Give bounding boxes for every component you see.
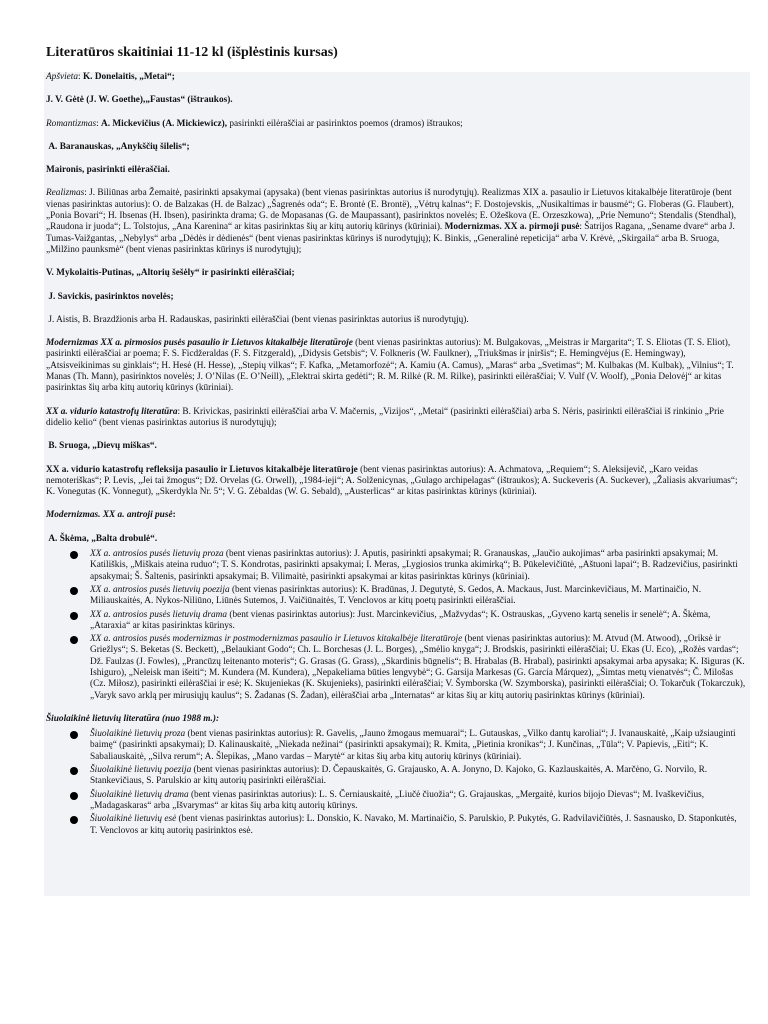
paragraph-text: J. Aistis, B. Brazdžionis arba H. Radauskas, pasirinkti eilėraščiai (bent vienas pasirinktas autorius iš nurodytųjų). [48,314,469,325]
work-title: J. Savickis, pasirinktos novelės; [48,291,174,302]
work-title: B. Sruoga, „Dievų miškas“. [48,441,157,452]
list-item [46,814,746,837]
list-item [46,610,746,633]
list-item [46,729,746,763]
paragraph-savickis [46,292,746,303]
paragraph-goethe [46,95,746,106]
item-label: Šiuolaikinė lietuvių esė [90,814,177,825]
paragraph-aistis [46,315,746,326]
bullet-list-siuolaikine [46,729,746,837]
item-label: XX a. antrosios pusės lietuvių proza [90,549,224,560]
work-title: A. Škėma, „Balta drobulė“. [48,533,158,544]
list-item [46,585,746,608]
item-label: Šiuolaikinė lietuvių proza [90,729,186,740]
paragraph-text: : B. Krivickas, pasirinkti eilėraščiai arba V. Mačernis, „Vizijos“, „Metai“ (pasirinkti eilėraščiai) arba S. Nėris, pasirinkti eilėraščiai iš rinkinio „Prie didelio kelio“ (bent vienas pasirinktas autorius iš nurodytųjų); [46,406,724,428]
paragraph-sruoga [46,441,746,452]
author-name: A. Mickevičius (A. Mickiewicz), [101,118,228,129]
list-item [46,790,746,813]
item-text: (bent vienas pasirinktas autorius): D. Čepauskaitės, G. Grajausko, A. A. Jonyno, D. Kajoko, G. Kazlauskaitės, A. Marčėno, G. Norvilo, R. Stankevičiaus, S. Parulskio ar kitų autorių pasirinkti eilėraščiai. [90,765,708,787]
period-label: XX a. vidurio katastrofų refleksija pasaulio ir Lietuvos kitakalbėje literatūroje [46,464,358,475]
paragraph-antroji-puse [46,510,746,521]
list-item [46,549,746,583]
work-title: J. V. Gėtė (J. W. Goethe),„Faustas“ (ištraukos). [46,95,233,106]
paragraph-refleksija [46,465,746,499]
page-title: Literatūros skaitiniai 11-12 kl (išplėstinis kursas) [46,45,338,60]
item-label: XX a. antrosios pusės lietuvių poezija [90,584,230,595]
paragraph-text: : Šatrijos Ragana, „Sename dvare“ arba J. Tumas-Vaižgantas, „Nebylys“ arba „Dėdės ir dėdienės“ (bent vienas pasirinktas kūrinys iš nurodytųjų); K. Binkis, „Generalinė repeticija“ arba V. Krėvė, „Skirgaila“ arba B. Sruoga, „Milžino paunksmė“ (bent vienas pasirinktas kūrinys iš nurodytųjų); [46,222,735,255]
paragraph-baranauskas [46,142,746,153]
item-text: (bent vienas pasirinktas autorius): Just. Marcinkevičius, „Mažvydas“; K. Ostrauskas, „Gyveno kartą senelis ir senelė“; A. Škėma, „Ataraxia“ ar kitas pasirinktas kūrinys. [90,609,711,631]
item-text: (bent vienas pasirinktas autorius): R. Gavelis, „Jauno žmogaus memuarai“; L. Gutauskas, „Vilko dantų karoliai“; J. Ivanauskaitė, „Kaip užsiauginti baimę“ (pasirinkti apsakymai); D. Kalinauskaitė, „Niekada nežinai“ (pasirinkti apsakymai); R. Kmita, „Pietinia kronikas“; J. Kunčinas, „Tūla“; V. Papievis, „Eiti“; K. Sabaliauskaitė, „Silva rerum“; A. Šlepikas, „Mano vardas – Marytė“ ar kitas šių arba kitų autorių kūrinys (kūriniai). [90,729,736,762]
period-label: Šiuolaikinė lietuvių literatūra (nuo 1988 m.): [46,713,220,724]
item-text: (bent vienas pasirinktas autorius): J. Aputis, pasirinkti apsakymai; R. Granauskas, „Jaučio aukojimas“ arba pasirinkti apsakymai; M. Katiliškis, „Miškais ateina ruduo“; T. S. Kondrotas, pasirinkti apsakymai; I. Meras, „Lygiosios trunka akimirką“; B. Pūkelevičiūtė, „Aštuoni lapai“; B. Radzevičius, pasirinkti apsakymai; Š. Šaltenis, pasirinkti apsakymai; B. Vilimaitė, pasirinkti apsakymai ar kitas pasirinktas kūrinys (kūriniai). [90,549,738,582]
period-label: Modernizmas. XX a. pirmoji pusė [444,222,580,233]
item-label: Šiuolaikinė lietuvių poezija [90,765,192,776]
period-label: Modernizmas XX a. pirmosios pusės pasaulio ir Lietuvos kitakalbėje literatūroje [46,338,353,349]
list-item [46,765,746,788]
work-title: A. Baranauskas, „Anykščių šilelis“; [48,141,190,152]
work-title: Maironis, pasirinkti eilėraščiai. [46,165,170,176]
paragraph-text: pasirinkti eilėraščiai ar pasirinktos poemos (dramos) ištraukos; [227,118,463,129]
item-label: Šiuolaikinė lietuvių drama [90,789,189,800]
paragraph-text: (bent vienas pasirinktas autorius): A. Achmatova, „Requiem“; S. Aleksijevič, „Karo veidas nemoteriškas“; P. Levis, „Jei tai žmogus“; Dž. Orvelas (G. Orwell), „1984-ieji“; A. Solženicynas, „Gulago archipelagas“ (ištraukos); A. Suckeveris (A. Suckever), „Žaliasis akvariumas“; K. Vonegutas (K. Vonnegut), „Skerdykla Nr. 5“; V. G. Zėbaldas (W. G. Sebald), „Austerlicas“ ar kitas pasirinktas kūrinys (kūriniai). [46,464,738,498]
paragraph-putinas [46,268,746,279]
paragraph-siuolaikine [46,714,746,725]
paragraph-text: : J. Biliūnas arba Žemaitė, pasirinkti apsakymai (apysaka) (bent vienas pasirinktas autorius iš nurodytųjų). Realizmas XIX a. pasaulio ir Lietuvos kitakalbėje literatūroje (bent vienas pasirinktas autorius): O. de Balzakas (H. de Balzac) „Šagrenės oda“; E. Brontė (E. Brontë), „Vėtrų kalnas“; F. Dostojevskis, „Nusikaltimas ir bausmė“; G. Floberas (G. Flaubert), „Ponia Bovari“; H. Ibsenas (H. Ibsen), pasirinkta drama; G. de Mopasanas (G. de Maupassant), pasirinktos novelės; E. Ožeškova (E. Orzeszkowa), „Prie Nemuno“; Stendalis (Stendhal), „Raudona ir juoda“; L. Tolstojus, „Ana Karenina“ ar kitas pasirinktas šių ar kitų autorių kūrinys (kūriniai). [46,188,737,233]
item-label: XX a. antrosios pusės lietuvių drama [90,609,228,620]
item-text: (bent vienas pasirinktas autorius): L. S. Černiauskaitė, „Liučė čiuožia“; G. Grajauskas, „Mergaitė, kurios bijojo Dievas“; M. Ivaškevičius, „Madagaskaras“ arba „Išvarymas“ ar kitas šių arba kitų autorių kūrinys. [90,789,705,811]
paragraph-katastrofu [46,407,746,430]
item-text: (bent vienas pasirinktas autorius): K. Bradūnas, J. Degutytė, S. Gedos, A. Mackaus, Just. Marcinkevičiaus, M. Martinaičio, N. Miliauskaitės, A. Nykos-Niliūno, Liūnės Sutemos, J. Vaičiūnaitės, T. Venclovos ar kitų poetų pasirinkti eilėraščiai. [90,584,702,607]
paragraph-maironis [46,165,746,176]
document-body [44,72,750,896]
period-label: Romantizmas [46,118,97,129]
paragraph-modernizmas-pasaulio [46,338,746,394]
work-title: K. Donelaitis, „Metai“; [82,72,175,82]
list-item [46,634,746,702]
paragraph-text: (bent vienas pasirinktas autorius): M. Bulgakovas, „Meistras ir Margarita“; T. S. Eliotas (T. S. Eliot), pasirinkti eilėraščiai ar poema; F. S. Ficdžeraldas (F. S. Fitzgerald), „Didysis Getsbis“; V. Folkneris (W. Faulkner), „Triukšmas ir įniršis“; E. Hemingvėjus (E. Hemingway), „Atsisveikinimas su ginklais“; H. Hesė (H. Hesse), „Stepių vilkas“; F. Kafka, „Metamorfozė“; A. Kamiu (A. Camus), „Maras“ arba „Svetimas“; M. Kulbakas (M. Kulbak), „Vilnius“; T. Manas (Th. Mann), pasirinktos novelės; J. O’Nilas (E. O’Neill), „Elektrai skirta gedėti“; R. M. Rilkė (R. M. Rilke), pasirinkti eilėraščiai; V. Vulf (V. Woolf), „Ponia Delovėj“ ar kitas pasirinktas šių arba kitų autorių kūrinys (kūriniai). [46,338,734,394]
item-text: (bent vienas pasirinktas autorius): L. Donskio, K. Navako, M. Martinaičio, S. Parulskio, P. Pukytės, G. Radvilavičiūtės, J. Sasnausko, D. Staponkutės, T. Venclovos ar kitų autorių pasirinktos esė. [90,814,737,836]
bullet-list-antroji-puse [46,549,746,702]
period-label: Apšvieta [46,72,79,82]
period-label: Modernizmas. XX a. antroji pusė [46,510,173,521]
paragraph-apsvieta: Apšvieta: K. Donelaitis, „Metai“; [46,72,175,82]
item-label: XX a. antrosios pusės modernizmas ir postmodernizmas pasaulio ir Lietuvos kitakalbėje literatūroje [90,634,463,645]
period-label: XX a. vidurio katastrofų literatūra [46,406,178,417]
item-text: (bent vienas pasirinktas autorius): M. Atvud (M. Atwood), „Oriksė ir Griežlys“; S. Beketas (S. Beckett), „Belaukiant Godo“; Ch. L. Borchesas (J. L. Borges), „Smėlio knyga“; J. Brodskis, pasirinkti eilėraščiai; U. Ekas (U. Eco), „Rožės vardas“; Dž. Faulzas (J. Fowles), „Prancūzų leitenanto moteris“; G. Grasas (G. Grass), „Skardinis būgnelis“; B. Hrabalas (B. Hrabal), pasirinkti apsakymai arba apysaka; K. Išiguras (K. Ishiguro), „Neleisk man išeiti“; M. Kundera (M. Kundera), „Nepakeliama būties lengvybė“; G. Garsija Markesas (G. García Márquez), „Šimtas metų vienatvės“; Č. Milošas (Cz. Miłosz), pasirinkti eilėraščiai ir esė; K. Skujeniekas (K. Skujenieks), pasirinkti eilėraščiai; V. Šymborska (W. Szymborska), pasirinkti eilėraščiai; O. Tokarčuk (Tokarczuk), „Varyk savo arklą per mirusiųjų kaulus“; S. Žadanas (S. Žadan), eilėraščiai arba „Internatas“ ar kitas šių ar kitų autorių pasirinktas kūrinys (kūriniai). [90,634,746,701]
period-label: Realizmas [46,188,85,199]
paragraph-romantizmas: Romantizmas: A. Mickevičius (A. Mickiewicz), pasirinkti eilėraščiai ar pasirinktos poemos (dramos) ištraukos; [46,118,463,129]
paragraph-skema [46,534,746,545]
punctuation: : [172,510,176,521]
paragraph-realizmas [46,188,746,256]
work-title: V. Mykolaitis-Putinas, „Altorių šešėly“ ir pasirinkti eilėraščiai; [46,268,295,279]
